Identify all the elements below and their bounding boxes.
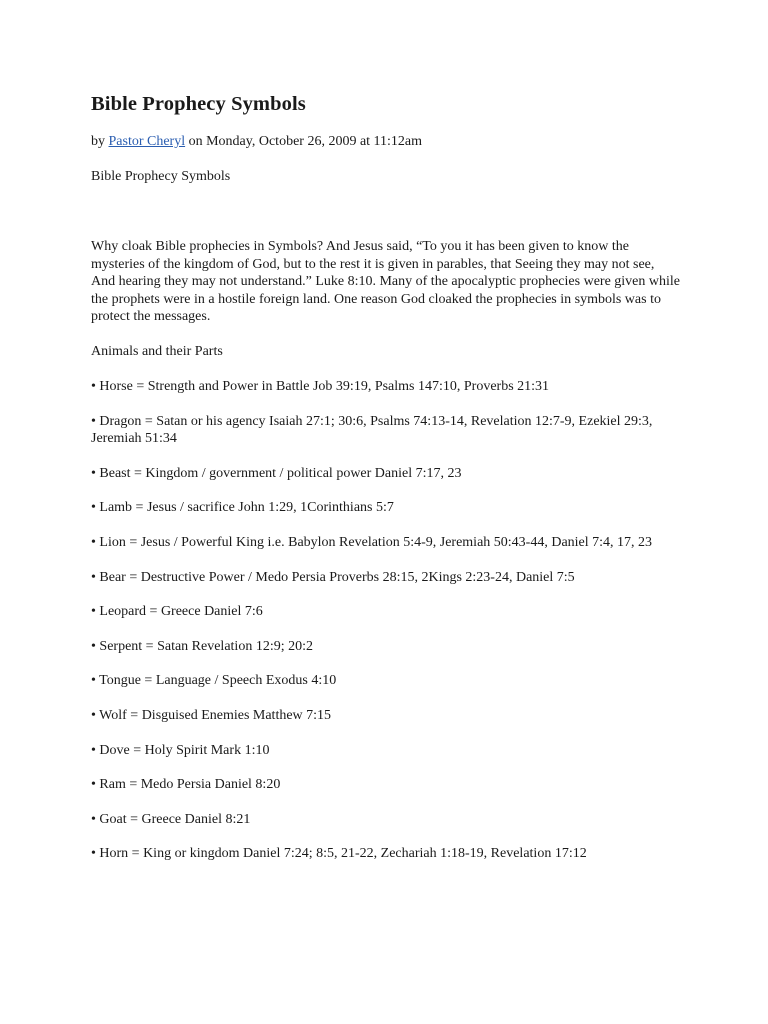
list-item: • Ram = Medo Persia Daniel 8:20	[91, 777, 281, 793]
byline-prefix: by	[91, 134, 109, 149]
byline-date: on Monday, October 26, 2009 at 11:12am	[185, 134, 423, 149]
byline	[91, 133, 681, 151]
list-item: • Beast = Kingdom / government / political power Daniel 7:17, 23	[91, 465, 462, 481]
section-heading: Animals and their Parts	[91, 343, 223, 359]
list-item: • Tongue = Language / Speech Exodus 4:10	[91, 673, 337, 689]
document-page	[91, 92, 681, 880]
list-item: • Goat = Greece Daniel 8:21	[91, 811, 251, 827]
list-item: • Dragon = Satan or his agency Isaiah 27:1; 30:6, Psalms 74:13-14, Revelation 12:7-9, Ezekiel 29:3, Jeremiah 51:34	[91, 413, 653, 447]
intro-paragraph: Why cloak Bible prophecies in Symbols? And Jesus said, “To you it has been given to know the mysteries of the kingdom of God, but to the rest it is given in parables, that Seeing they may not see, And hearing they may not understand.” Luke 8:10. Many of the apocalyptic prophecies were given while the prophets were in a hostile foreign land. One reason God cloaked the prophecies in symbols was to protect the messages.	[91, 239, 680, 325]
list-item: • Wolf = Disguised Enemies Matthew 7:15	[91, 707, 332, 723]
page-title: Bible Prophecy Symbols	[91, 93, 306, 115]
list-item: • Lion = Jesus / Powerful King i.e. Babylon Revelation 5:4-9, Jeremiah 50:43-44, Daniel 7:4, 17, 23	[91, 534, 653, 550]
list-item: • Horse = Strength and Power in Battle Job 39:19, Psalms 147:10, Proverbs 21:31	[91, 378, 550, 394]
author-link[interactable]: Pastor Cheryl	[108, 134, 186, 149]
symbol-list	[91, 378, 681, 863]
subtitle: Bible Prophecy Symbols	[91, 169, 231, 184]
list-item: • Dove = Holy Spirit Mark 1:10	[91, 742, 270, 758]
list-item: • Bear = Destructive Power / Medo Persia Proverbs 28:15, 2Kings 2:23-24, Daniel 7:5	[91, 569, 575, 585]
list-item: • Serpent = Satan Revelation 12:9; 20:2	[91, 638, 313, 654]
list-item: • Leopard = Greece Daniel 7:6	[91, 604, 263, 620]
list-item: • Horn = King or kingdom Daniel 7:24; 8:5, 21-22, Zechariah 1:18-19, Revelation 17:12	[91, 846, 587, 862]
list-item: • Lamb = Jesus / sacrifice John 1:29, 1Corinthians 5:7	[91, 500, 394, 516]
